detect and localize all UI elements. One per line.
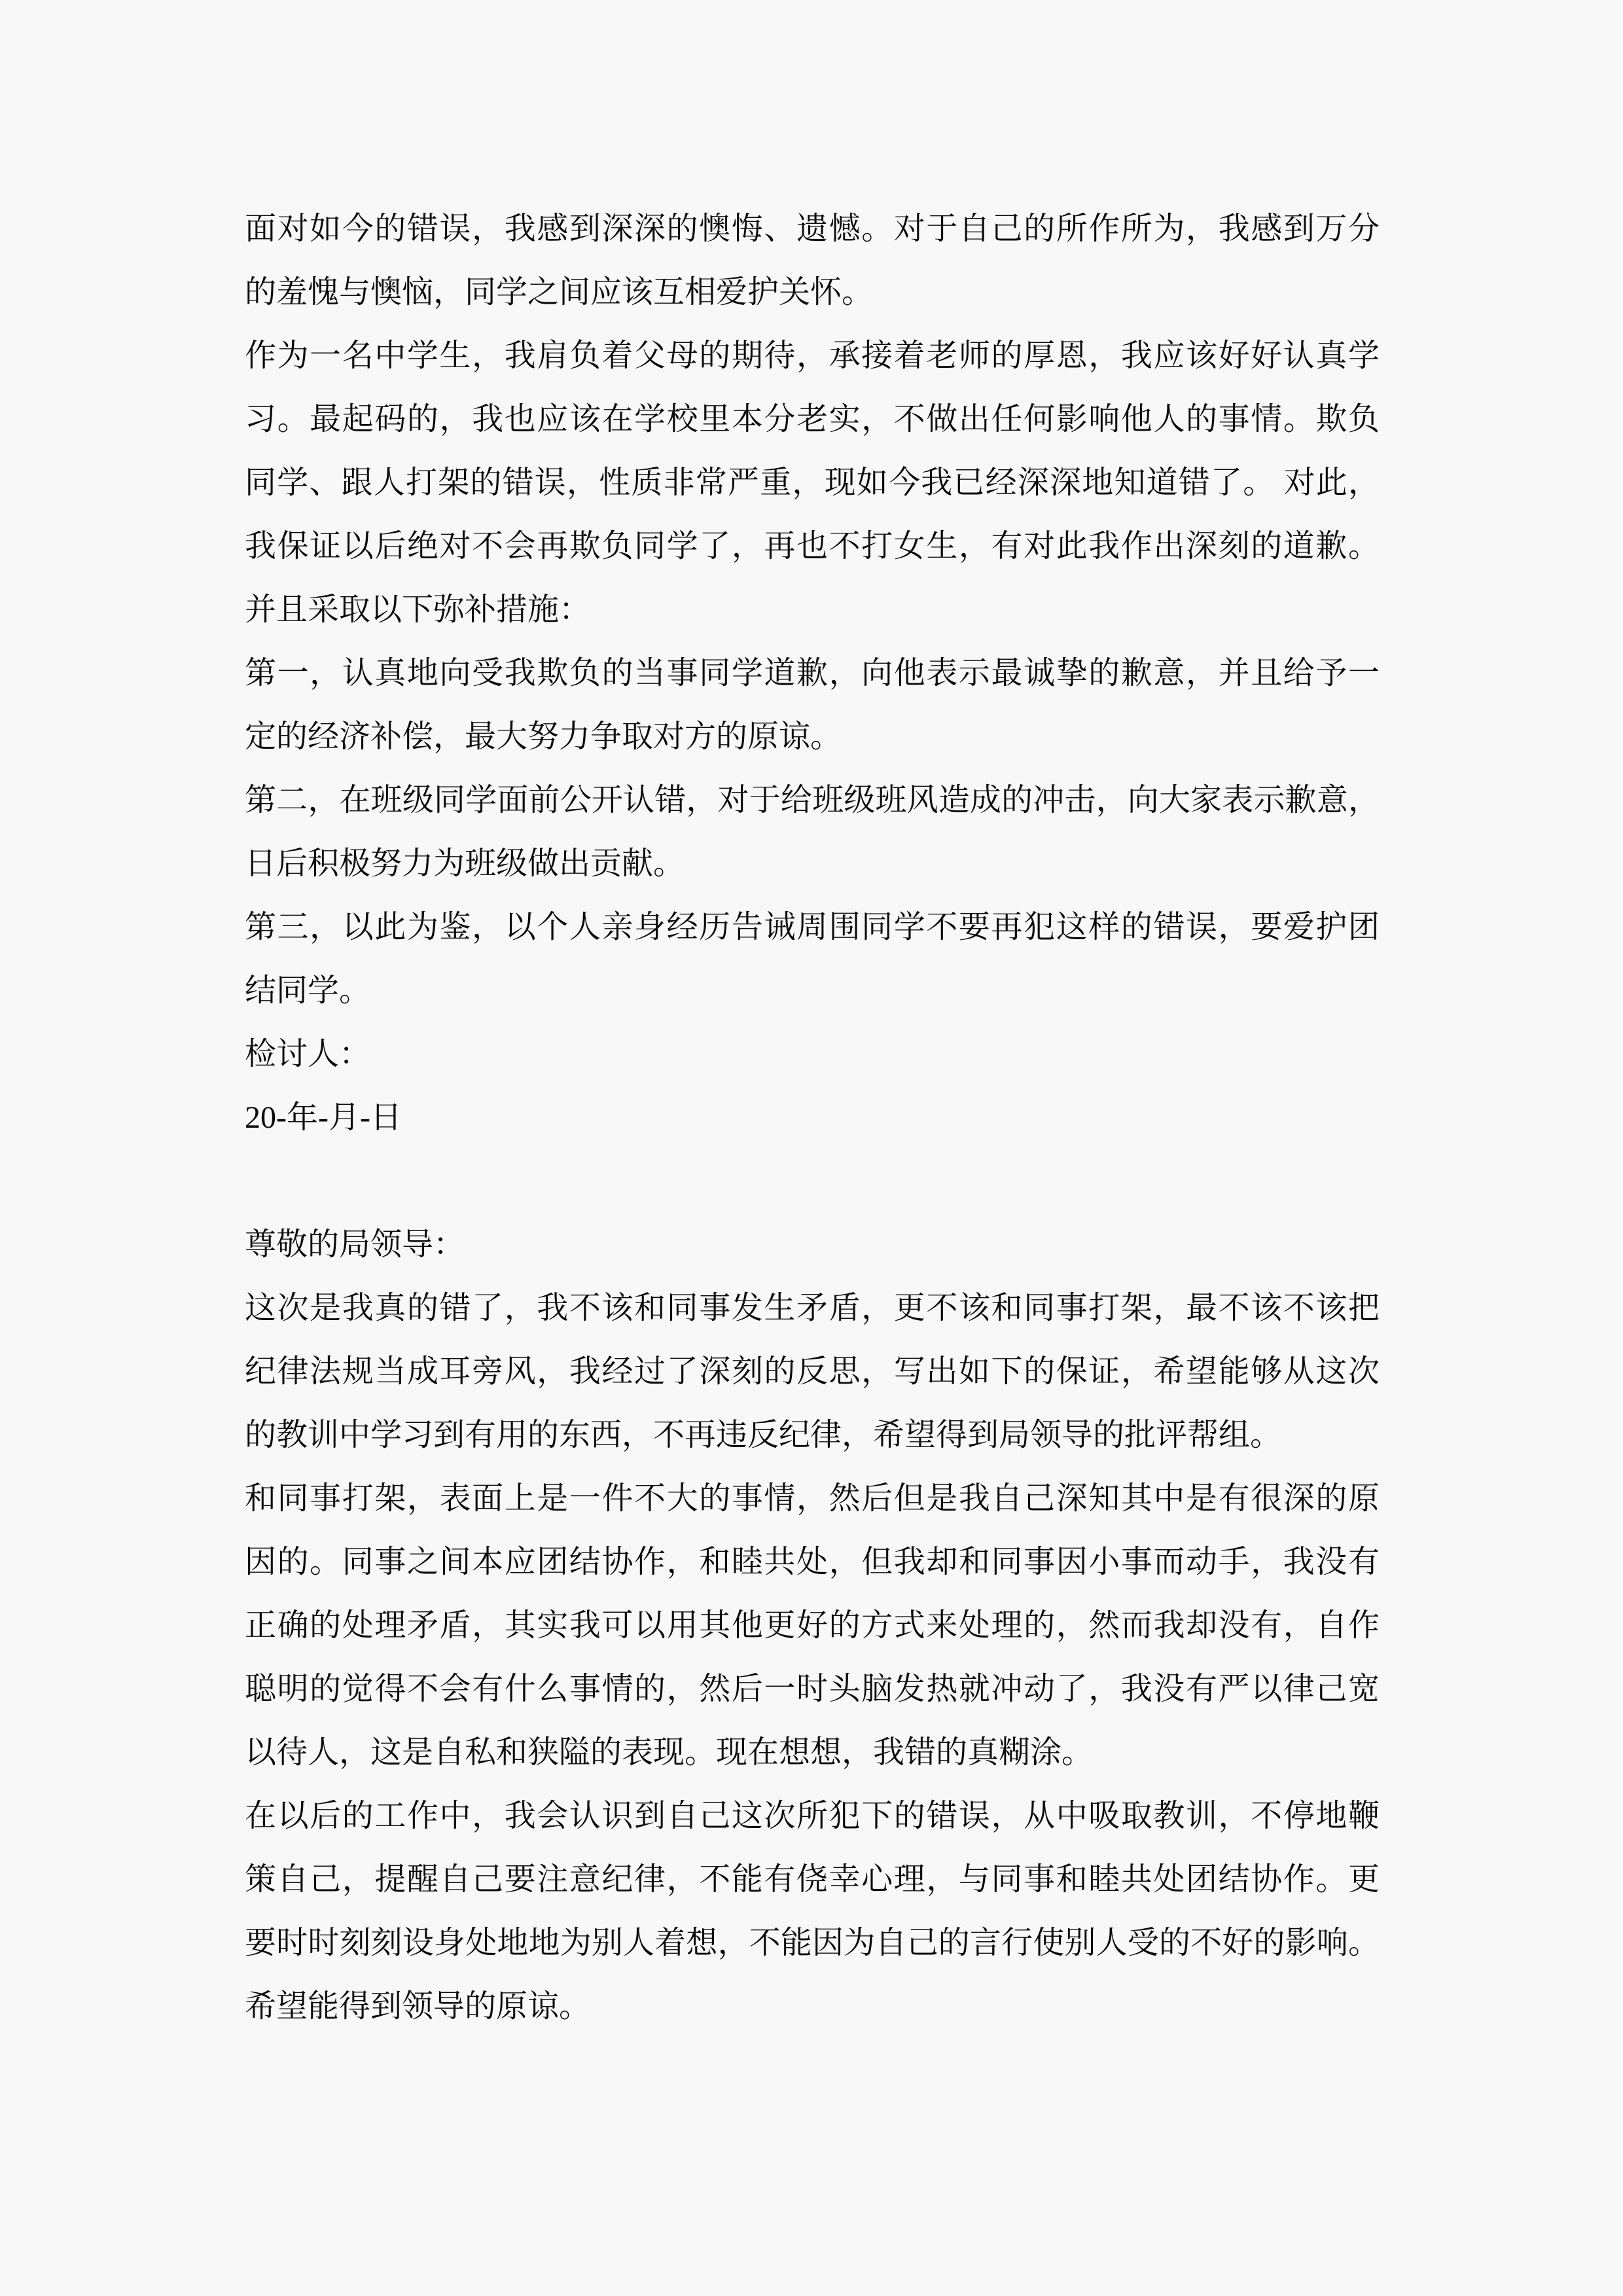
- text-line: 尊敬的局领导：: [245, 1227, 465, 1262]
- text-line: 要时时刻刻设身处地地为别人着想，不能因为自己的言行使别人受的不好的影响。: [245, 1926, 1380, 1960]
- text-line: 第二，在班级同学面前公开认错，对于给班级班风造成的冲击，向大家表示歉意，: [245, 783, 1380, 817]
- text-line: 并且采取以下弥补措施：: [245, 592, 591, 627]
- text-line: 聪明的觉得不会有什么事情的，然后一时头脑发热就冲动了，我没有严以律己宽: [245, 1672, 1380, 1706]
- text-line: 的羞愧与懊恼，同学之间应该互相爱护关怀。: [245, 275, 874, 310]
- text-line: 定的经济补偿，最大努力争取对方的原谅。: [245, 719, 842, 754]
- text-line: 第一，认真地向受我欺负的当事同学道歉，向他表示最诚挚的歉意，并且给予一: [245, 656, 1380, 691]
- text-line: 我保证以后绝对不会再欺负同学了，再也不打女生，有对此我作出深刻的道歉。: [245, 529, 1380, 564]
- text-line: 策自己，提醒自己要注意纪律，不能有侥幸心理，与同事和睦共处团结协作。更: [245, 1862, 1380, 1897]
- text-line: 以待人，这是自私和狭隘的表现。现在想想，我错的真糊涂。: [245, 1735, 1094, 1770]
- letter-body: [245, 197, 1380, 2038]
- text-line: 在以后的工作中，我会认识到自己这次所犯下的错误，从中吸取教训，不停地鞭: [245, 1799, 1380, 1833]
- text-line: 纪律法规当成耳旁风，我经过了深刻的反思，写出如下的保证，希望能够从这次: [245, 1354, 1380, 1389]
- text-line: 日后积极努力为班级做出贡献。: [245, 846, 685, 881]
- text-line: 习。最起码的，我也应该在学校里本分老实，不做出任何影响他人的事情。欺负: [245, 402, 1380, 437]
- text-line: 结同学。: [245, 973, 371, 1008]
- text-line: 同学、跟人打架的错误，性质非常严重，现如今我已经深深地知道错了。 对此，: [245, 465, 1380, 500]
- text-line: 的教训中学习到有用的东西，不再违反纪律，希望得到局领导的批评帮组。: [245, 1418, 1282, 1452]
- text-line: 因的。同事之间本应团结协作，和睦共处，但我却和同事因小事而动手，我没有: [245, 1545, 1380, 1579]
- text-line: 这次是我真的错了，我不该和同事发生矛盾，更不该和同事打架，最不该不该把: [245, 1291, 1380, 1325]
- text-line: 检讨人：: [245, 1037, 371, 1071]
- text-line: 正确的处理矛盾，其实我可以用其他更好的方式来处理的，然而我却没有，自作: [245, 1608, 1380, 1643]
- text-line: 20-年-月-日: [245, 1100, 402, 1135]
- blank-line: [245, 1149, 1380, 1213]
- text-line: 第三，以此为鉴，以个人亲身经历告诫周围同学不要再犯这样的错误，要爱护团: [245, 910, 1380, 944]
- text-line: 和同事打架，表面上是一件不大的事情，然后但是我自己深知其中是有很深的原: [245, 1481, 1380, 1516]
- text-line: 面对如今的错误，我感到深深的懊悔、遗憾。对于自己的所作所为，我感到万分: [245, 211, 1380, 246]
- text-line: 作为一名中学生，我肩负着父母的期待，承接着老师的厚恩，我应该好好认真学: [245, 338, 1380, 373]
- text-line: 希望能得到领导的原谅。: [245, 1989, 591, 2024]
